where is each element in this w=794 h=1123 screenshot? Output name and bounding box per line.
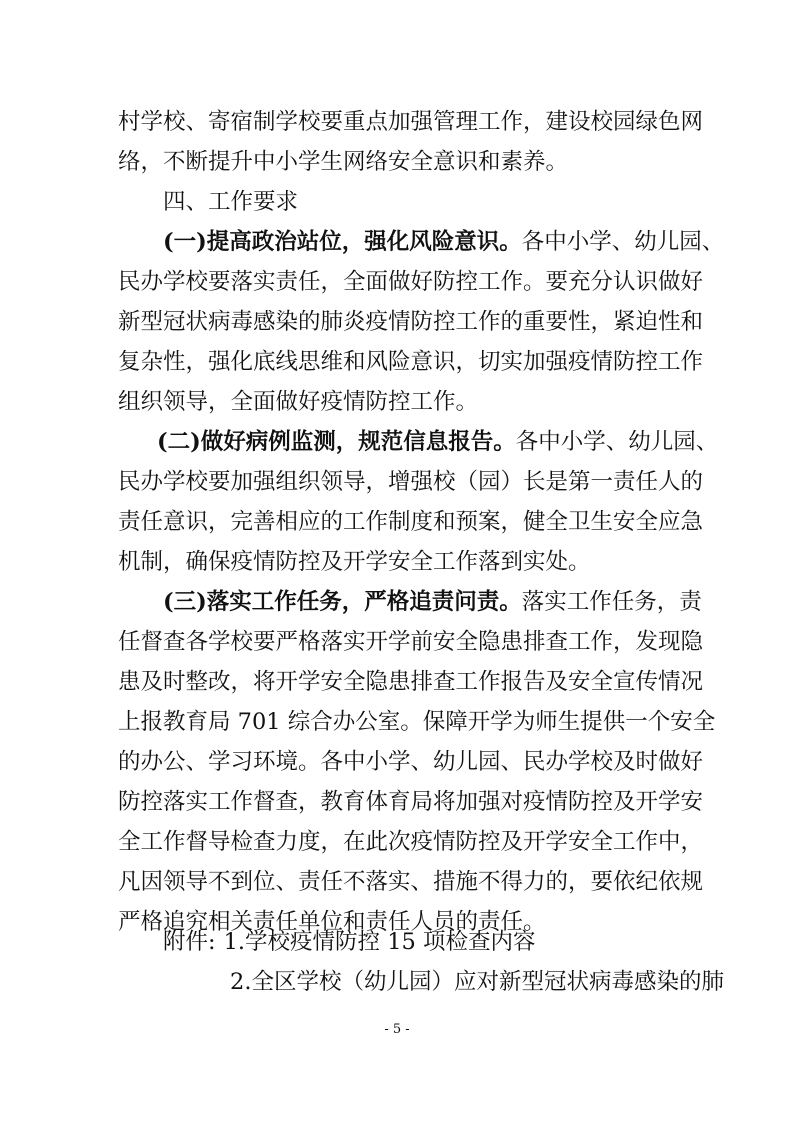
paragraph-line: 机制，确保疫情防控及开学安全工作落到实处。 bbox=[118, 549, 591, 575]
paragraph-line: 防控落实工作督查，教育体育局将加强对疫情防控及开学安 bbox=[118, 789, 704, 815]
paragraph-line: 患及时整改，将开学安全隐患排查工作报告及安全宣传情况 bbox=[118, 669, 704, 695]
paragraph-line: 严格追究相关责任单位和责任人员的责任。 bbox=[118, 909, 546, 935]
paragraph-line: 村学校、寄宿制学校要重点加强管理工作，建设校园绿色网 bbox=[118, 109, 704, 135]
item3-first-line bbox=[163, 582, 702, 622]
paragraph-line: 新型冠状病毒感染的肺炎疫情防控工作的重要性，紧迫性和 bbox=[118, 309, 704, 335]
attachments-label: 附件: bbox=[163, 929, 216, 955]
paragraph-line: 凡因领导不到位、责任不落实、措施不得力的，要依纪依规 bbox=[118, 869, 704, 895]
item2-first-line bbox=[157, 422, 719, 462]
paragraph-line: 民办学校要加强组织领导，增强校（园）长是第一责任人的 bbox=[118, 469, 704, 495]
paragraph-line: 上报教育局 701 综合办公室。保障开学为师生提供一个安全 bbox=[118, 709, 716, 735]
attachment-item: 1.学校疫情防控 15 项检查内容 bbox=[223, 929, 536, 955]
item1-text: 各中小学、幼儿园、 bbox=[521, 229, 725, 255]
paragraph-line: 全工作督导检查力度，在此次疫情防控及开学安全工作中， bbox=[118, 829, 704, 855]
page-number: - 5 - bbox=[384, 1022, 410, 1037]
section-heading: 四、工作要求 bbox=[163, 189, 299, 215]
paragraph-line: 组织领导，全面做好疫情防控工作。 bbox=[118, 389, 479, 415]
item1-title: (一)提高政治站位，强化风险意识。 bbox=[163, 229, 522, 255]
paragraph-line: 的办公、学习环境。各中小学、幼儿园、民办学校及时做好 bbox=[118, 749, 704, 775]
item2-text: 各中小学、幼儿园、 bbox=[515, 429, 719, 455]
paragraph-line: 任督查各学校要严格落实开学前安全隐患排查工作，发现隐 bbox=[118, 629, 704, 655]
paragraph-line: 责任意识，完善相应的工作制度和预案，健全卫生安全应急 bbox=[118, 509, 704, 535]
paragraph-line: 复杂性，强化底线思维和风险意识，切实加强疫情防控工作 bbox=[118, 349, 704, 375]
item3-text: 落实工作任务，责 bbox=[521, 589, 702, 615]
paragraph-line: 络，不断提升中小学生网络安全意识和素养。 bbox=[118, 149, 569, 175]
item2-title: (二)做好病例监测，规范信息报告。 bbox=[157, 429, 516, 455]
attachment-item: 2.全区学校（幼儿园）应对新型冠状病毒感染的肺 bbox=[230, 969, 724, 995]
paragraph-line: 民办学校要落实责任，全面做好防控工作。要充分认识做好 bbox=[118, 269, 704, 295]
attachments-first-line bbox=[163, 922, 536, 962]
item3-title: (三)落实工作任务，严格追责问责。 bbox=[163, 589, 522, 615]
item1-first-line bbox=[163, 222, 725, 262]
